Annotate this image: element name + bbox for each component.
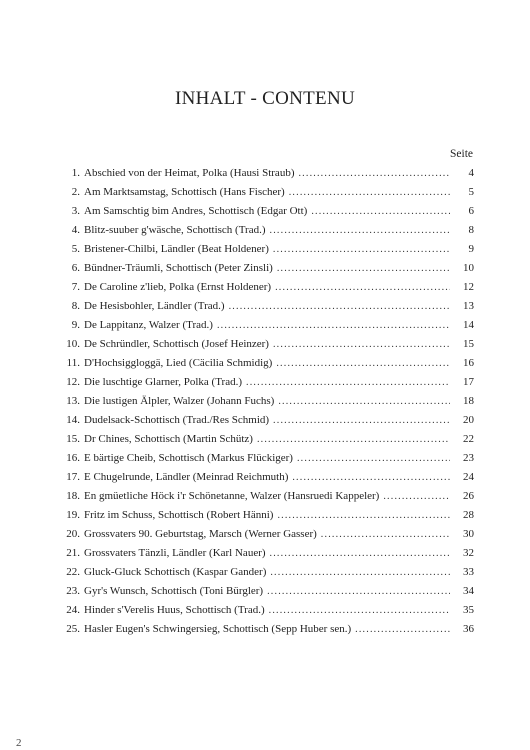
toc-entry-title: Bündner-Träumli, Schottisch (Peter Zinsli)	[84, 262, 273, 274]
toc-entry-page: 4	[468, 167, 474, 179]
toc-entry-page: 24	[463, 471, 474, 483]
toc-entry-number: 24.	[66, 604, 80, 616]
toc-entry-page: 18	[463, 395, 474, 407]
toc-entry-number: 4.	[71, 224, 80, 236]
toc-entry	[54, 297, 474, 316]
toc-entry	[54, 183, 474, 202]
toc-leader-dots	[246, 373, 450, 392]
footer-page-number: 2	[16, 737, 22, 749]
toc-entry-title: Die luschtige Glarner, Polka (Trad.)	[84, 376, 243, 388]
toc-entry	[54, 259, 474, 278]
toc-leader-dots	[270, 221, 450, 240]
toc-entry-number: 15.	[66, 433, 80, 445]
toc-entry-title: Blitz-suuber g'wäsche, Schottisch (Trad.)	[84, 224, 266, 236]
toc-entry	[54, 487, 474, 506]
toc-entry-number: 17.	[66, 471, 80, 483]
toc-leader-dots	[311, 202, 450, 221]
toc-entry-title: Hasler Eugen's Schwingersieg, Schottisch (Sepp Huber sen.)	[84, 623, 352, 635]
toc-entry	[54, 411, 474, 430]
toc-entry-title: Dr Chines, Schottisch (Martin Schütz)	[84, 433, 253, 445]
toc-entry-title: Am Samschtig bim Andres, Schottisch (Edgar Ott)	[84, 205, 308, 217]
toc-entry	[54, 601, 474, 620]
toc-entry-number: 21.	[66, 547, 80, 559]
toc-entry-page: 35	[463, 604, 474, 616]
toc-entry-number: 11.	[66, 357, 80, 369]
toc-entry-number: 8.	[71, 300, 80, 312]
toc-leader-dots	[269, 601, 450, 620]
toc-entry-page: 8	[468, 224, 474, 236]
toc-entry-title: De Schründler, Schottisch (Josef Heinzer)	[84, 338, 269, 350]
toc-entry-page: 15	[463, 338, 474, 350]
toc-leader-dots	[277, 259, 450, 278]
toc-entry-number: 6.	[71, 262, 80, 274]
toc-entry-page: 30	[463, 528, 474, 540]
toc-entry	[54, 278, 474, 297]
toc-entry-title: Die lustigen Älpler, Walzer (Johann Fuchs)	[84, 395, 275, 407]
toc-leader-dots	[298, 164, 450, 183]
toc-leader-dots	[270, 544, 450, 563]
toc-entry-page: 28	[463, 509, 474, 521]
toc-entry-title: E bärtige Cheib, Schottisch (Markus Flückiger)	[84, 452, 293, 464]
toc-entry	[54, 430, 474, 449]
toc-entry-number: 2.	[71, 186, 80, 198]
toc-entry-title: D'Hochsigglоggä, Lied (Cäcilia Schmidig)	[84, 357, 273, 369]
toc-entry	[54, 240, 474, 259]
toc-entry-number: 14.	[66, 414, 80, 426]
toc-leader-dots	[273, 335, 450, 354]
toc-entry-number: 16.	[66, 452, 80, 464]
toc-entry	[54, 392, 474, 411]
toc-entry-title: Grossvaters 90. Geburtstag, Marsch (Werner Gasser)	[84, 528, 317, 540]
toc-leader-dots	[275, 278, 450, 297]
toc-entry-page: 16	[463, 357, 474, 369]
toc-entry-page: 6	[468, 205, 474, 217]
toc-entry	[54, 582, 474, 601]
toc-entry	[54, 449, 474, 468]
toc-leader-dots	[273, 411, 450, 430]
toc-entry	[54, 506, 474, 525]
toc-entry-number: 22.	[66, 566, 80, 578]
toc-entry-page: 12	[463, 281, 474, 293]
toc-entry-title: E Chugelrunde, Ländler (Meinrad Reichmuth)	[84, 471, 289, 483]
toc-list	[54, 164, 474, 639]
toc-entry-title: En gmüetliche Höck i'r Schönetanne, Walzer (Hansruedi Kappeler)	[84, 490, 380, 502]
toc-leader-dots	[229, 297, 450, 316]
toc-entry-number: 3.	[71, 205, 80, 217]
toc-entry-title: Grossvaters Tänzli, Ländler (Karl Nauer)	[84, 547, 266, 559]
toc-entry	[54, 563, 474, 582]
toc-entry-number: 5.	[71, 243, 80, 255]
toc-leader-dots	[276, 354, 450, 373]
toc-entry	[54, 164, 474, 183]
toc-entry-page: 10	[463, 262, 474, 274]
toc-entry-page: 5	[468, 186, 474, 198]
toc-entry	[54, 525, 474, 544]
toc-entry-page: 32	[463, 547, 474, 559]
toc-entry-number: 19.	[66, 509, 80, 521]
toc-entry-number: 7.	[71, 281, 80, 293]
toc-title: INHALT - CONTENU	[174, 88, 355, 109]
toc-entry-number: 1.	[71, 167, 80, 179]
toc-entry-page: 34	[463, 585, 474, 597]
toc-leader-dots	[383, 487, 450, 506]
toc-entry	[54, 354, 474, 373]
toc-entry-number: 25.	[66, 623, 80, 635]
toc-entry	[54, 316, 474, 335]
toc-entry-title: Fritz im Schuss, Schottisch (Robert Hänni)	[84, 509, 274, 521]
toc-entry-number: 20.	[66, 528, 80, 540]
toc-entry-title: De Lappitanz, Walzer (Trad.)	[84, 319, 213, 331]
toc-entry-page: 17	[463, 376, 474, 388]
toc-entry	[54, 544, 474, 563]
toc-entry-page: 36	[463, 623, 474, 635]
toc-entry-title: Gyr's Wunsch, Schottisch (Toni Bürgler)	[84, 585, 264, 597]
toc-entry-number: 12.	[66, 376, 80, 388]
toc-leader-dots	[277, 506, 450, 525]
toc-entry-title: Gluck-Gluck Schottisch (Kaspar Gander)	[84, 566, 267, 578]
toc-entry-title: Dudelsack-Schottisch (Trad./Res Schmid)	[84, 414, 270, 426]
toc-entry-number: 23.	[66, 585, 80, 597]
toc-entry	[54, 468, 474, 487]
toc-entry-page: 23	[463, 452, 474, 464]
toc-entry-title: Bristener-Chilbi, Ländler (Beat Holdener)	[84, 243, 269, 255]
toc-leader-dots	[217, 316, 450, 335]
toc-entry	[54, 620, 474, 639]
toc-leader-dots	[292, 468, 450, 487]
toc-leader-dots	[321, 525, 450, 544]
toc-leader-dots	[270, 563, 450, 582]
toc-entry	[54, 221, 474, 240]
toc-leader-dots	[267, 582, 450, 601]
toc-entry-page: 33	[463, 566, 474, 578]
toc-entry-number: 10.	[66, 338, 80, 350]
toc-entry-title: Abschied von der Heimat, Polka (Hausi Straub)	[84, 167, 295, 179]
toc-entry	[54, 202, 474, 221]
toc-entry-page: 13	[463, 300, 474, 312]
toc-entry-title: Hinder s'Verelis Huus, Schottisch (Trad.)	[84, 604, 265, 616]
toc-leader-dots	[289, 183, 450, 202]
toc-leader-dots	[355, 620, 450, 639]
toc-entry	[54, 335, 474, 354]
toc-entry-page: 20	[463, 414, 474, 426]
toc-entry-title: Am Marktsamstag, Schottisch (Hans Fischer)	[84, 186, 285, 198]
toc-entry-title: De Caroline z'lieb, Polka (Ernst Holdener)	[84, 281, 272, 293]
toc-entry-number: 13.	[66, 395, 80, 407]
toc-entry-page: 22	[463, 433, 474, 445]
toc-entry-page: 9	[468, 243, 474, 255]
toc-leader-dots	[297, 449, 450, 468]
toc-entry-number: 9.	[71, 319, 80, 331]
toc-entry-title: De Hesisbohler, Ländler (Trad.)	[84, 300, 225, 312]
toc-leader-dots	[273, 240, 450, 259]
toc-entry-page: 14	[463, 319, 474, 331]
toc-entry-page: 26	[463, 490, 474, 502]
toc-leader-dots	[257, 430, 450, 449]
page-column-label: Seite	[450, 148, 473, 160]
toc-leader-dots	[278, 392, 450, 411]
toc-entry	[54, 373, 474, 392]
toc-entry-number: 18.	[66, 490, 80, 502]
